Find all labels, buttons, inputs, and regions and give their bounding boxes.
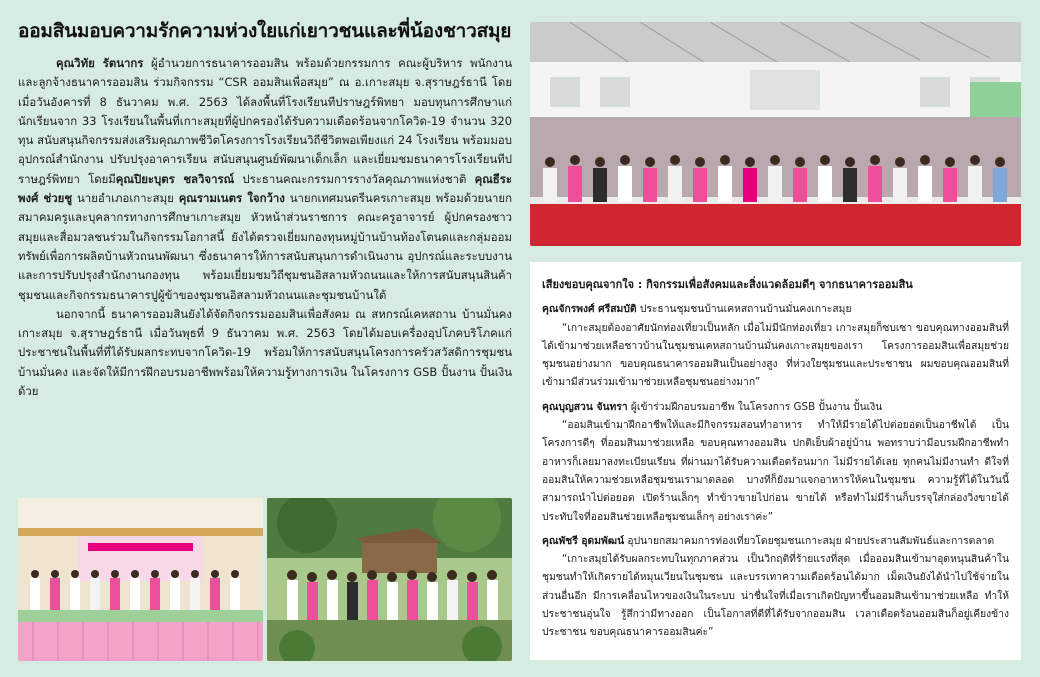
testimonial-1: คุณจักรพงศ์ ศรีสมบัติ ประธานชุมชนบ้านเคหสถานบ้านมั่นคงเกาะสมุย “เกาะสมุยต้องอาศัยนักท่องเที่ยวเป็นหลัก เมื่อไม่มีนักท่องเที่ยว เกาะสมุยก็ซบเซา ขอบคุณทางออมสินที่ได้เข้ามาช่วยเหลือชาวบ้านในชุมชนเคหสถานบ้านมั่นคงเกาะสมุยของเรา โครงการออมสินเพื่อสมุยช่วยชุมชนอย่างมาก ขอบคุณธนาคารออมสินเป็นอย่างสูง ที่ห่วงใยชุมชนและประชาชน ผมขอบคุณออมสินที่เข้ามามีส่วนร่วมเข้ามาช่วยเหลือชุมชนอย่างมาก” — [542, 300, 1009, 391]
ceo-name: คุณวิทัย รัตนากร — [56, 56, 144, 70]
group-photo-hall — [530, 22, 1021, 246]
testimonial-2: คุณบุญสวน จันทรา ผู้เข้าร่วมฝึกอบรมอาชีพ ในโครงการ GSB ปั้นงาน ปั้นเงิน “ออมสินเข้ามาฝึกอาชีพให้และมีกิจกรรมสอนทำอาหาร ทำให้มีรายได้ไปต่อยอดเป็นอาชีพได้ เป็นโครงการดีๆ ที่ออมสินมาช่วยเหลือ ขอบคุณทางออมสิน ปกติเย็บผ้าอยู่บ้าน พอทราบว่ามีอบรมฝึกอาชีพทำอาหารก็เลยมาลงทะเบียนเรียน ที่ผ่านมาได้รับความเดือดร้อนมาก ไม่มีรายได้เลย ทุกคนไม่มีงานทำ ดีใจที่ออมสินให้ความช่วยเหลือชุมชนเรามาตลอด บางทีก็ยังมาแจกอาหารให้คนในชุมชน ความรู้ที่ได้ในวันนี้สามารถนำไปต่อยอด เปิดร้านเล็กๆ ทำข้าวขายไปก่อน ขายได้ หรือทำไม่มีร้านก็บรรจุใส่กล่องวิ่งขายได้ ประทับใจที่ออมสินช่วยเหลือชุมชนเล็กๆ อย่างเราค่ะ” — [542, 398, 1009, 526]
testimonials-title: เสียงขอบคุณจากใจ : กิจกรรมเพื่อสังคมและสิ่งแวดล้อมดีๆ จากธนาคารออมสิน — [542, 278, 913, 291]
article-paragraph-2: นอกจากนี้ ธนาคารออมสินยังได้จัดกิจกรรมออมสินเพื่อสังคม ณ สหกรณ์เคหสถาน บ้านมั่นคงเกาะสมุย จ.สุราษฎร์ธานี เมื่อวันพุธที่ 9 ธันวาคม พ.ศ. 2563 โดยได้มอบเครื่องอุปโภคบริโภคแก่ประชาชนในพื้นที่ที่ได้รับผลกระทบจากโควิด-19 พร้อมให้การสนับสนุนโครงการครัวสวัสดิการชุมชนบ้านมั่นคง และจัดให้มีการฝึกอบรมอาชีพพร้อมให้ความรู้ทางการเงิน ในโครงการ GSB ปั้นงาน ปั้นเงินด้วย — [18, 306, 512, 399]
testimonial-quote: “เกาะสมุยต้องอาศัยนักท่องเที่ยวเป็นหลัก เมื่อไม่มีนักท่องเที่ยว เกาะสมุยก็ซบเซา ขอบคุณทางออมสินที่ได้เข้ามาช่วยเหลือชาวบ้านในชุมชนเคหสถานบ้านมั่นคงเกาะสมุยของเรา โครงการออมสินเพื่อสมุยช่วยชุมชนอย่างมาก ขอบคุณธนาคารออมสินเป็นอย่างสูง ที่ห่วงใยชุมชนและประชาชน ผมขอบคุณออมสินที่เข้ามามีส่วนร่วมเข้ามาช่วยเหลือชุมชนอย่างมาก” — [542, 321, 1009, 389]
article-paragraph-1: คุณวิทัย รัตนากร ผู้อำนวยการธนาคารออมสิน พร้อมด้วยกรรมการ คณะผู้บริหาร พนักงานและลูกจ้างธนาคารออมสิน ร่วมกิจกรรม “CSR ออมสินเพื่อสมุย” ณ อ.เกาะสมุย จ.สุราษฎร์ธานี โดยเมื่อวันอังคารที่ 8 ธันวาคม พ.ศ. 2563 ได้ลงพื้นที่โรงเรียนทีปราษฎร์พิทยา มอบทุนการศึกษาแก่นักเรียนจาก 33 โรงเรียนในพื้นที่เกาะสมุยที่ผู้ปกครองได้รับความเดือดร้อนจากโควิด-19 จำนวน 320 ทุน สนับสนุนกิจกรรมส่งเสริมคุณภาพชีวิตโครงการโรงเรียนวิถีชีวิตพอเพียงแก่ 24 โรงเรียน พร้อมมอบอุปกรณ์สำนักงาน ปรับปรุงอาคารเรียน สนับสนุนศูนย์พัฒนาเด็กเล็ก และเยี่ยมชมธนาคารโรงเรียนทีปราษฎร์พิทยา โดยมีคุณปิยะบุตร ชลวิจารณ์ ประธานคณะกรรมการรางวัลคุณภาพแห่งชาติ คุณธีระพงศ์ ช่วยชู นายอำเภอเกาะสมุย คุณรามเนตร ใจกว้าง นายกเทศมนตรีนครเกาะสมุย พร้อมด้วยนายกสมาคมครูและบุคลากรทางการศึกษาเกาะสมุย หัวหน้าส่วนราชการ คณะครูอาจารย์ ผู้ปกครองชาวสมุยและสื่อมวลชนร่วมในกิจกรรมโอกาสนี้ ยังได้ตรวจเยี่ยมกองทุนหมู่บ้านบ้านท้องโตนดและกลุ่มออมทรัพย์เพื่อการผลิตบ้านหัวถนนพัฒนา ซึ่งธนาคารให้การสนับสนุนการดำเนินงาน อุปกรณ์และระบบงาน และการปรับปรุงสำนักงานกองทุน พร้อมเยี่ยมชมวิถีชุมชนอิสลามหัวถนนและให้การสนับสนุนสินค้าชุมชนและกิจกรรมธนาคารปูผู้ข้าของชุมชนอิสลามหัวถนนและชุมชนบ้านใต้ — [18, 56, 512, 302]
outdoor-group-photo — [267, 498, 512, 661]
article-column — [18, 18, 512, 401]
testimonial-3: คุณพัชรี อุดมพัฒน์ อุปนายกสมาคมการท่องเที่ยวโดยชุมชนเกาะสมุย ฝ่ายประสานสัมพันธ์และการตลาด “เกาะสมุยได้รับผลกระทบในทุกภาคส่วน เป็นวิกฤติที่ร้ายแรงที่สุด เมื่อออมสินเข้ามาอุดหนุนสินค้าในชุมชนทำให้เกิดรายได้หมุนเวียนในชุมชน และบรรเทาความเดือดร้อนได้มาก เม็ดเงินยังได้นำไปใช้จ่ายในส่วนอื่นอีก มีการเคลื่อนไหวของเงินในระบบ น่าชื่นใจที่เมื่อเราเกิดปัญหาขึ้นออมสินเข้ามาช่วยเหลือ ทำให้ประชาชนอุ่นใจ รู้สึกว่ามีทางออก เป็นโอกาสที่ดีที่ได้รับจากออมสิน เวลาเดือดร้อนออมสินก็อยู่เคียงข้างประชาชน ขอบคุณธนาคารออมสินค่ะ” — [542, 532, 1009, 642]
testimonials-box — [530, 262, 1021, 660]
testimonial-quote: “เกาะสมุยได้รับผลกระทบในทุกภาคส่วน เป็นวิกฤติที่ร้ายแรงที่สุด เมื่อออมสินเข้ามาอุดหนุนสินค้าในชุมชนทำให้เกิดรายได้หมุนเวียนในชุมชน และบรรเทาความเดือดร้อนได้มาก เม็ดเงินยังได้นำไปใช้จ่ายในส่วนอื่นอีก มีการเคลื่อนไหวของเงินในระบบ น่าชื่นใจที่เมื่อเราเกิดปัญหาขึ้นออมสินเข้ามาช่วยเหลือ ทำให้ประชาชนอุ่นใจ รู้สึกว่ามีทางออก เป็นโอกาสที่ดีที่ได้รับจากออมสิน เวลาเดือดร้อนออมสินก็อยู่เคียงข้างประชาชน ขอบคุณธนาคารออมสินค่ะ” — [542, 553, 1009, 639]
headline: ออมสินมอบความรักความห่วงใยแก่เยาวชนและพี่น้องชาวสมุย — [18, 20, 512, 42]
stage-photo — [18, 498, 263, 661]
testimonial-quote: “ออมสินเข้ามาฝึกอาชีพให้และมีกิจกรรมสอนทำอาหาร ทำให้มีรายได้ไปต่อยอดเป็นอาชีพได้ เป็นโครงการดีๆ ที่ออมสินมาช่วยเหลือ ขอบคุณทางออมสิน ปกติเย็บผ้าอยู่บ้าน พอทราบว่ามีอบรมฝึกอาชีพทำอาหารก็เลยมาลงทะเบียนเรียน ที่ผ่านมาได้รับความเดือดร้อนมาก ไม่มีรายได้เลย ทุกคนไม่มีงานทำ ดีใจที่ออมสินให้ความช่วยเหลือชุมชนเรามาตลอด บางทีก็ยังมาแจกอาหารให้คนในชุมชน ความรู้ที่ได้ในวันนี้สามารถนำไปต่อยอด เปิดร้านเล็กๆ ทำข้าวขายไปก่อน ขายได้ หรือทำไม่มีร้านก็บรรจุใส่กล่องวิ่งขายได้ ประทับใจที่ออมสินช่วยเหลือชุมชนเล็กๆ อย่างเราค่ะ” — [542, 419, 1009, 523]
article-body — [18, 54, 512, 401]
